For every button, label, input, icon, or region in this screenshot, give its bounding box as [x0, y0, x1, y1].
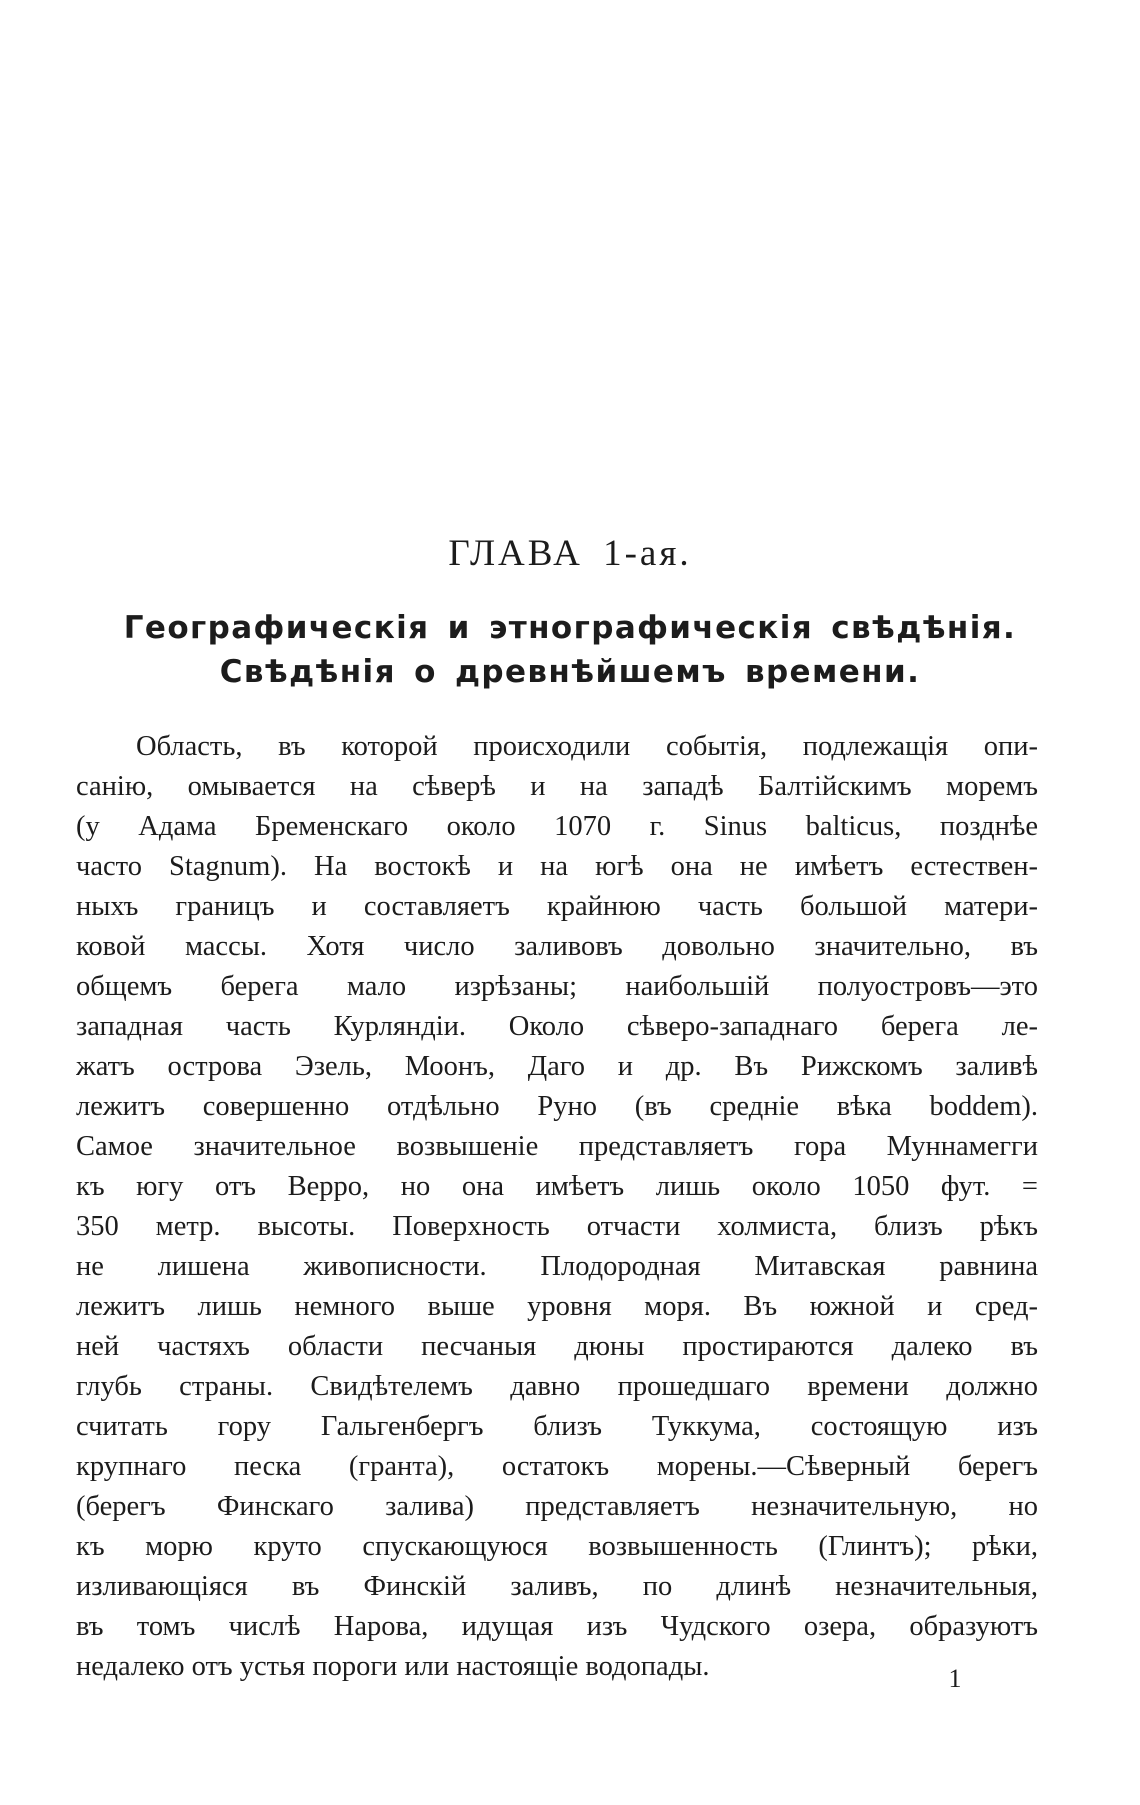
text-line: 350 метр. высоты. Поверхность отчасти холмиста, близъ рѣкъ — [76, 1211, 1038, 1242]
text-line: (берегъ Финскаго залива) представляетъ незначительную, но — [76, 1491, 1038, 1522]
text-line: жатъ острова Эзель, Моонъ, Даго и др. Въ Рижскомъ заливѣ — [76, 1051, 1038, 1082]
text-line: Область, въ которой происходили событія, подлежащія опи- — [136, 731, 1038, 762]
text-line: часто Stagnum). На востокѣ и на югѣ она не имѣетъ естествен- — [76, 851, 1038, 882]
text-line: (у Адама Бременскаго около 1070 г. Sinus balticus, позднѣе — [76, 811, 1038, 842]
text-line: ковой массы. Хотя число заливовъ довольно значительно, въ — [76, 931, 1038, 962]
text-line: крупнаго песка (гранта), остатокъ морены.—Сѣверный берегъ — [76, 1451, 1038, 1482]
text-line: лежитъ совершенно отдѣльно Руно (въ средніе вѣка boddem). — [76, 1091, 1038, 1122]
text-line: глубь страны. Свидѣтелемъ давно прошедшаго времени должно — [76, 1371, 1038, 1402]
text-line: ней частяхъ области песчаныя дюны простираются далеко въ — [76, 1331, 1038, 1362]
text-line: къ югу отъ Верро, но она имѣетъ лишь около 1050 фут. = — [76, 1171, 1038, 1202]
text-line: изливающіяся въ Финскій заливъ, по длинѣ незначительныя, — [76, 1571, 1038, 1602]
text-line: считать гору Гальгенбергъ близъ Туккума, состоящую изъ — [76, 1411, 1038, 1442]
chapter-title — [70, 606, 1070, 694]
text-line: не лишена живописности. Плодородная Митавская равнина — [76, 1251, 1038, 1282]
text-line: недалеко отъ устья пороги или настоящіе водопады. — [76, 1651, 710, 1682]
chapter-number: ГЛАВА 1-ая. — [448, 533, 692, 574]
chapter-title-line-1: Географическія и этнографическія свѣдѣнія. — [123, 610, 1017, 646]
text-line: ныхъ границъ и составляетъ крайнюю часть большой матери- — [76, 891, 1038, 922]
text-line: общемъ берега мало изрѣзаны; наибольшій полуостровъ—это — [76, 971, 1038, 1002]
body-paragraph — [76, 727, 1038, 1687]
text-line: западная часть Курляндіи. Около сѣверо-западнаго берега ле- — [76, 1011, 1038, 1042]
text-line: къ морю круто спускающуюся возвышенность (Глинтъ); рѣки, — [76, 1531, 1038, 1562]
chapter-title-line-2: Свѣдѣнія о древнѣйшемъ времени. — [219, 654, 921, 690]
text-line: санію, омывается на сѣверѣ и на западѣ Балтійскимъ моремъ — [76, 771, 1038, 802]
text-line: Самое значительное возвышеніе представляетъ гора Муннамегги — [76, 1131, 1038, 1162]
text-line: въ томъ числѣ Нарова, идущая изъ Чудского озера, образуютъ — [76, 1611, 1038, 1642]
text-line: лежитъ лишь немного выше уровня моря. Въ южной и сред- — [76, 1291, 1038, 1322]
page-number: 1 — [948, 1664, 962, 1693]
